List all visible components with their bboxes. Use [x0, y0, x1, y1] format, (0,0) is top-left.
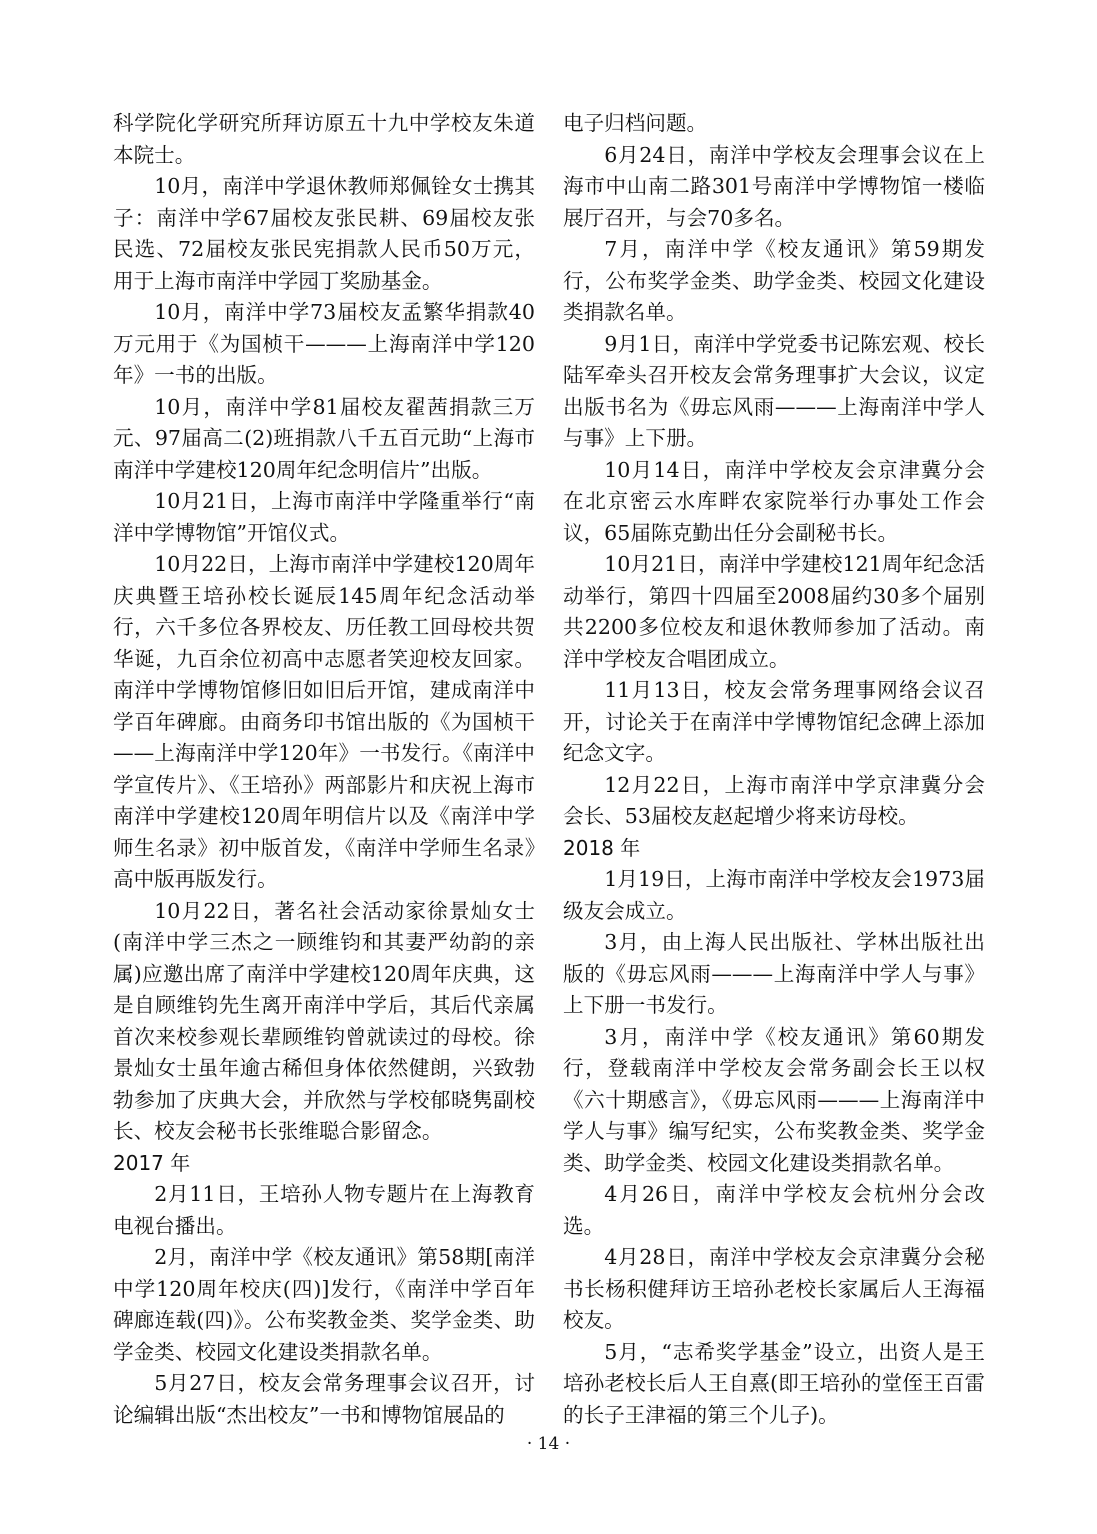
right-column: [563, 108, 985, 1431]
year-heading: 2018 年: [563, 835, 641, 860]
paragraph: 5月，“志希奖学基金”设立，出资人是王培孙老校长后人王自熹(即王培孙的堂侄王百雷的长子王津福的第三个儿子)。: [563, 1339, 985, 1427]
paragraph: 科学院化学研究所拜访原五十九中学校友朱道本院士。: [113, 111, 535, 167]
paragraph: 4月26日，南洋中学校友会杭州分会改选。: [563, 1182, 985, 1238]
paragraph: 6月24日，南洋中学校友会理事会议在上海市中山南二路301号南洋中学博物馆一楼临展厅召开，与会70多名。: [563, 142, 985, 230]
paragraph: 10月21日，上海市南洋中学隆重举行“南洋中学博物馆”开馆仪式。: [113, 489, 535, 545]
paragraph: 10月，南洋中学81届校友翟茜捐款三万元、97届高二(2)班捐款八千五百元助“上海市南洋中学建校120周年纪念明信片”出版。: [113, 394, 535, 482]
paragraph: 10月，南洋中学73届校友孟繁华捐款40万元用于《为国桢干———上海南洋中学120年》一书的出版。: [113, 300, 535, 387]
paragraph: 5月27日，校友会常务理事会议召开，讨论编辑出版“杰出校友”一书和博物馆展品的: [113, 1371, 535, 1427]
paragraph: 11月13日，校友会常务理事网络会议召开，讨论关于在南洋中学博物馆纪念碑上添加纪念文字。: [563, 678, 985, 765]
paragraph: 9月1日，南洋中学党委书记陈宏观、校长陆军牵头召开校友会常务理事扩大会议，议定出版书名为《毋忘风雨———上海南洋中学人与事》上下册。: [563, 331, 985, 450]
paragraph: 4月28日，南洋中学校友会京津冀分会秘书长杨积健拜访王培孙老校长家属后人王海福校友。: [563, 1245, 985, 1332]
paragraph: 10月22日，上海市南洋中学建校120周年庆典暨王培孙校长诞辰145周年纪念活动举行，六千多位各界校友、历任教工回母校共贺华诞，九百余位初高中志愿者笑迎校友回家。南洋中学博物馆修旧如旧后开馆，建成南洋中学百年碑廊。由商务印书馆出版的《为国桢干——上海南洋中学120年》一书发行。《南洋中学宣传片》、《王培孙》两部影片和庆祝上海市南洋中学建校120周年明信片以及《南洋中学师生名录》初中版首发，《南洋中学师生名录》高中版再版发行。: [113, 552, 535, 891]
paragraph: 2月11日，王培孙人物专题片在上海教育电视台播出。: [113, 1182, 535, 1238]
paragraph: 10月22日，著名社会活动家徐景灿女士(南洋中学三杰之一顾维钧和其妻严幼韵的亲属)应邀出席了南洋中学建校120周年庆典，这是自顾维钧先生离开南洋中学后，其后代亲属首次来校参观长辈顾维钧曾就读过的母校。徐景灿女士虽年逾古稀但身体依然健朗，兴致勃勃参加了庆典大会，并欣然与学校郁晓隽副校长、校友会秘书长张维聪合影留念。: [113, 898, 535, 1143]
paragraph: 电子归档问题。: [563, 111, 708, 135]
paragraph: 2月，南洋中学《校友通讯》第58期[南洋中学120周年校庆(四)]发行，《南洋中学百年碑廊连载(四)》。公布奖教金类、奖学金类、助学金类、校园文化建设类捐款名单。: [113, 1245, 535, 1364]
paragraph: 10月21日，南洋中学建校121周年纪念活动举行，第四十四届至2008届约30多个届别共2200多位校友和退休教师参加了活动。南洋中学校友合唱团成立。: [563, 552, 985, 671]
year-heading: 2017 年: [113, 1150, 191, 1175]
paragraph: 10月14日，南洋中学校友会京津冀分会在北京密云水库畔农家院举行办事处工作会议，65届陈克勤出任分会副秘书长。: [563, 457, 985, 545]
paragraph: 10月，南洋中学退休教师郑佩铨女士携其子：南洋中学67届校友张民耕、69届校友张民选、72届校友张民宪捐款人民币50万元，用于上海市南洋中学园丁奖励基金。: [113, 174, 535, 293]
paragraph: 12月22日，上海市南洋中学京津冀分会会长、53届校友赵起增少将来访母校。: [563, 772, 985, 828]
left-column: [113, 108, 535, 1431]
page-number: · 14 ·: [526, 1434, 571, 1454]
paragraph: 3月，由上海人民出版社、学林出版社出版的《毋忘风雨———上海南洋中学人与事》上下册一书发行。: [563, 930, 985, 1017]
paragraph: 3月，南洋中学《校友通讯》第60期发行，登载南洋中学校友会常务副会长王以权《六十期感言》，《毋忘风雨———上海南洋中学人与事》编写纪实，公布奖教金类、奖学金类、助学金类、校园文化建设类捐款名单。: [563, 1024, 985, 1175]
paragraph: 1月19日，上海市南洋中学校友会1973届级友会成立。: [563, 867, 985, 923]
paragraph: 7月，南洋中学《校友通讯》第59期发行，公布奖学金类、助学金类、校园文化建设类捐款名单。: [563, 237, 985, 324]
